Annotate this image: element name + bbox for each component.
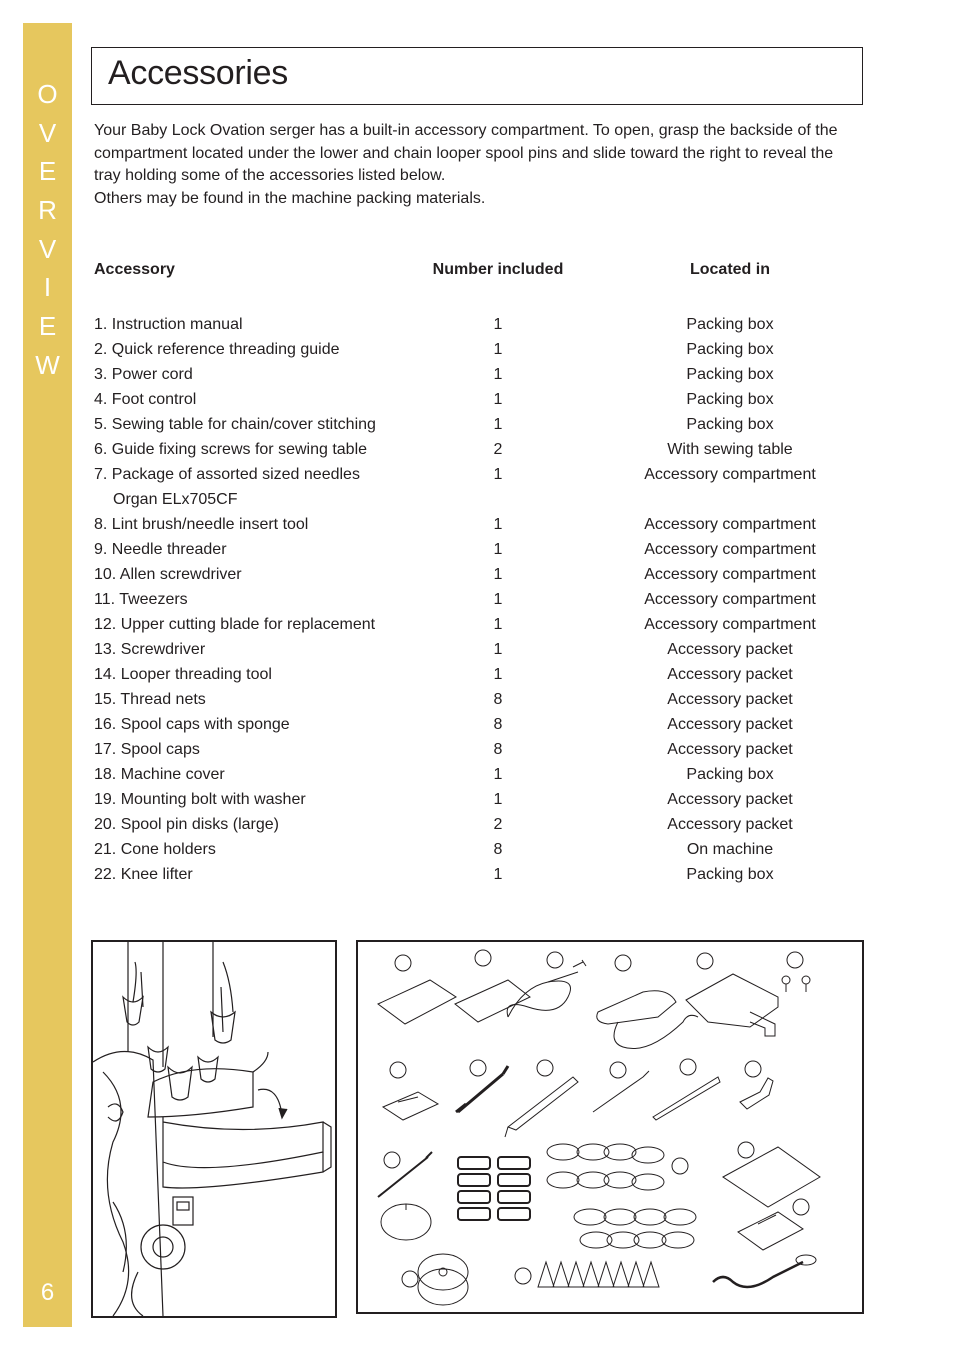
accessory-quantity: 1: [493, 341, 503, 358]
accessory-name: 7. Package of assorted sized needles: [94, 466, 360, 483]
accessory-name: 6. Guide fixing screws for sewing table: [94, 441, 368, 458]
table-row: [0, 715, 954, 740]
accessory-name: 1. Instruction manual: [94, 316, 243, 333]
accessory-quantity: 1: [493, 866, 503, 883]
accessory-location: Accessory compartment: [644, 616, 816, 633]
accessory-name: 14. Looper threading tool: [94, 666, 272, 683]
accessory-name: 13. Screwdriver: [94, 641, 206, 658]
table-row: [0, 515, 954, 540]
accessory-quantity: 1: [493, 516, 503, 533]
table-row: [0, 765, 954, 790]
accessory-quantity: 8: [493, 716, 503, 733]
accessory-location: Packing box: [686, 391, 774, 408]
accessory-location: Accessory packet: [667, 716, 793, 733]
accessory-quantity: 2: [493, 816, 503, 833]
header-accessory: Accessory: [94, 261, 175, 278]
accessory-name: 3. Power cord: [94, 366, 193, 383]
accessory-name: 18. Machine cover: [94, 766, 225, 783]
accessory-location: Accessory packet: [667, 666, 793, 683]
accessory-quantity: 8: [493, 741, 503, 758]
accessory-location: Accessory packet: [667, 691, 793, 708]
accessory-quantity: 1: [493, 416, 503, 433]
page-title: Accessories: [108, 54, 288, 92]
side-letter: R: [38, 195, 57, 226]
accessory-name: 5. Sewing table for chain/cover stitching: [94, 416, 376, 433]
accessory-quantity: 8: [493, 691, 503, 708]
table-row: [0, 615, 954, 640]
accessory-quantity: 1: [493, 591, 503, 608]
accessory-location: Packing box: [686, 866, 774, 883]
accessory-location: Accessory packet: [667, 741, 793, 758]
accessory-quantity: 1: [493, 766, 503, 783]
side-letter: V: [38, 117, 57, 148]
accessory-quantity: 1: [493, 791, 503, 808]
table-row: [0, 540, 954, 565]
accessory-location: Accessory compartment: [644, 516, 816, 533]
accessory-table: [0, 315, 954, 890]
accessory-name: 22. Knee lifter: [94, 866, 193, 883]
side-letter: I: [43, 272, 52, 303]
accessory-location: Packing box: [686, 341, 774, 358]
table-row: [0, 465, 954, 490]
accessory-compartment-illustration: [91, 940, 337, 1318]
accessory-location: Accessory compartment: [644, 591, 816, 608]
accessory-location: Accessory compartment: [644, 466, 816, 483]
side-letter: E: [38, 156, 57, 187]
table-row: [0, 590, 954, 615]
accessory-quantity: 2: [493, 441, 503, 458]
accessory-location: Accessory packet: [667, 641, 793, 658]
thread-nets-group: [458, 1157, 530, 1220]
side-letter: W: [35, 349, 60, 380]
table-row: [0, 415, 954, 440]
accessory-location: Packing box: [686, 416, 774, 433]
accessory-name: 2. Quick reference threading guide: [94, 341, 340, 358]
accessory-name: 11. Tweezers: [94, 591, 188, 608]
table-row: [0, 490, 954, 515]
accessory-name: 10. Allen screwdriver: [94, 566, 242, 583]
accessory-location: Packing box: [686, 366, 774, 383]
accessory-location: Packing box: [686, 316, 774, 333]
accessory-name: 9. Needle threader: [94, 541, 227, 558]
accessory-location: Accessory compartment: [644, 541, 816, 558]
accessory-location: Accessory packet: [667, 816, 793, 833]
accessory-name: 4. Foot control: [94, 391, 197, 408]
accessory-name: Organ ELx705CF: [113, 491, 238, 508]
accessory-quantity: 1: [493, 541, 503, 558]
accessory-location: On machine: [686, 841, 774, 858]
accessory-quantity: 1: [493, 641, 503, 658]
table-row: [0, 840, 954, 865]
intro-text: [94, 120, 864, 211]
accessory-quantity: 1: [493, 466, 503, 483]
accessory-name: 19. Mounting bolt with washer: [94, 791, 306, 808]
accessory-location: Accessory packet: [667, 791, 793, 808]
header-number: Number included: [432, 261, 564, 278]
accessory-location: Accessory compartment: [644, 566, 816, 583]
title-box: [91, 47, 863, 105]
accessory-name: 8. Lint brush/needle insert tool: [94, 516, 309, 533]
accessory-quantity: 1: [493, 366, 503, 383]
intro-paragraph-2: Others may be found in the machine packing materials.: [94, 190, 486, 208]
accessory-quantity: 1: [493, 666, 503, 683]
table-row: [0, 340, 954, 365]
table-row: [0, 865, 954, 890]
table-row: [0, 790, 954, 815]
side-letter: E: [38, 311, 57, 342]
table-row: [0, 390, 954, 415]
accessory-quantity: 1: [493, 616, 503, 633]
accessory-quantity: 8: [493, 841, 503, 858]
table-row: [0, 365, 954, 390]
table-row: [0, 740, 954, 765]
table-row: [0, 815, 954, 840]
cone-holders-group: [538, 1262, 659, 1287]
header-location: Located in: [689, 261, 770, 278]
table-row: [0, 565, 954, 590]
accessory-location: Packing box: [686, 766, 774, 783]
accessory-name: 17. Spool caps: [94, 741, 200, 758]
spool-caps-group: [574, 1209, 696, 1248]
table-row: [0, 665, 954, 690]
accessory-quantity: 1: [493, 316, 503, 333]
spool-caps-sponge-group: [547, 1144, 664, 1190]
side-letter: V: [38, 233, 57, 264]
page-number: 6: [40, 1279, 55, 1306]
accessories-illustration: [356, 940, 864, 1314]
accessory-name: 16. Spool caps with sponge: [94, 716, 290, 733]
accessory-name: 20. Spool pin disks (large): [94, 816, 279, 833]
table-row: [0, 640, 954, 665]
table-row: [0, 440, 954, 465]
accessory-location: With sewing table: [667, 441, 793, 458]
accessory-quantity: 1: [493, 391, 503, 408]
intro-paragraph-1: Your Baby Lock Ovation serger has a built-in accessory compartment. To open, grasp the backside of the compartment located under the lower and chain looper spool pins and slide toward the right to reveal the tray holding some of the accessories listed below.: [94, 122, 838, 185]
table-header: [0, 261, 954, 283]
accessory-quantity: 1: [493, 566, 503, 583]
side-letter: O: [37, 79, 58, 109]
accessory-name: 12. Upper cutting blade for replacement: [94, 616, 376, 633]
table-row: [0, 315, 954, 340]
accessory-name: 21. Cone holders: [94, 841, 216, 858]
accessory-name: 15. Thread nets: [94, 691, 206, 708]
table-row: [0, 690, 954, 715]
